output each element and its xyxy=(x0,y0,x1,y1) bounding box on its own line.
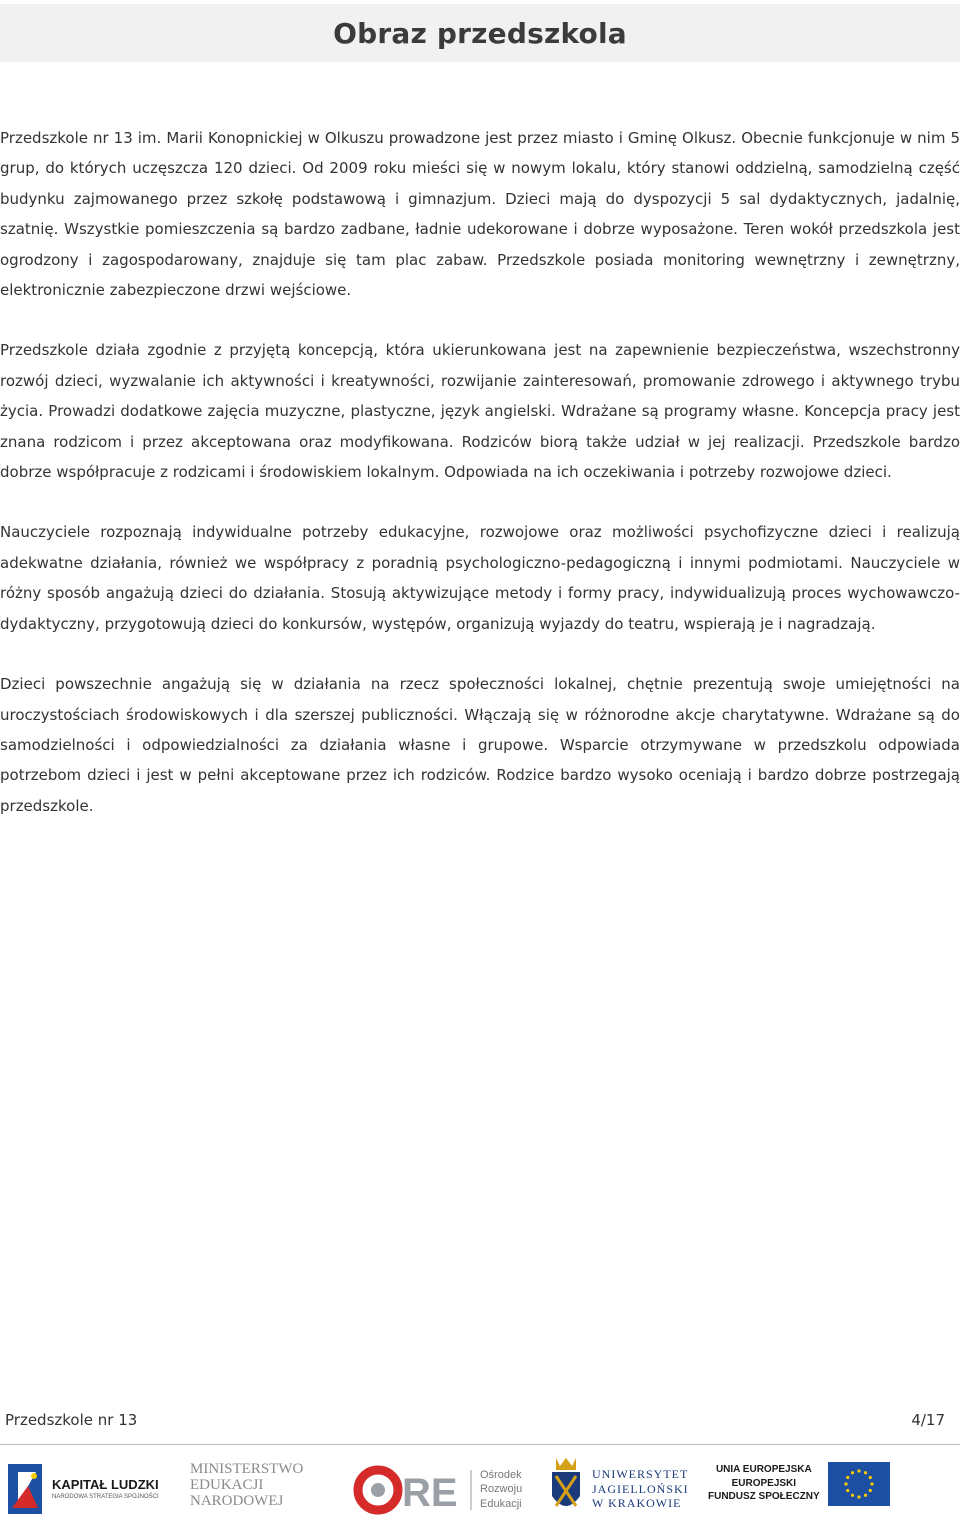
paragraph-3: Nauczyciele rozpoznają indywidualne potrzeby edukacyjne, rozwojowe oraz możliwości psychofizyczne dzieci i realizują adekwatne działania, również we współpracy z poradnią psychologiczno-pedagogiczną i innymi podmiotami. Nauczyciele w różny sposób angażują dzieci do działania. Stosują aktywizujące metody i formy pracy, indywidualizują proces wychowawczo-dydaktyczny, przygotowują dzieci do konkursów, występów, organizują wyjazdy do teatru, wspierają je i nagradzają. xyxy=(0,523,960,633)
eu-star-icon xyxy=(868,1476,871,1479)
paragraph-4: Dzieci powszechnie angażują się w działania na rzecz społeczności lokalnej, chętnie prezentują swoje umiejętności na uroczystościach środowiskowych i dla szerszej publiczności. Włączają się w różnorodne akcje charytatywne. Wdrażane są do samodzielności i odpowiedzialności za działania własne i grupowe. Wsparcie otrzymywane w przedszkolu odpowiada potrzebom dzieci i jest w pełni akceptowane przez ich rodziców. Rodzice bardzo wysoko oceniają i bardzo dobrze postrzegają przedszkole. xyxy=(0,675,960,815)
svg-text:RE: RE xyxy=(402,1471,458,1515)
ore-line-2: Rozwoju xyxy=(480,1483,523,1496)
eu-star-icon xyxy=(870,1482,873,1485)
men-line-1: MINISTERSTWO xyxy=(190,1461,304,1477)
uj-logo xyxy=(548,1456,689,1522)
eu-line-3: FUNDUSZ SPOŁECZNY xyxy=(708,1491,820,1503)
eu-star-icon xyxy=(851,1494,854,1497)
ore-line-3: Edukacji xyxy=(480,1497,522,1510)
eu-star-icon xyxy=(844,1482,847,1485)
eu-star-icon xyxy=(857,1495,860,1498)
eu-star-icon xyxy=(864,1494,867,1497)
logo-strip xyxy=(0,1452,960,1530)
ore-line-1: Ośrodek xyxy=(480,1468,522,1481)
kapital-ludzki-logo xyxy=(8,1464,159,1514)
kapital-ludzki-title: KAPITAŁ LUDZKI xyxy=(52,1477,159,1493)
men-logo xyxy=(190,1462,303,1509)
eu-star-icon xyxy=(846,1476,849,1479)
eu-star-icon xyxy=(864,1471,867,1474)
paragraph-2: Przedszkole działa zgodnie z przyjętą koncepcją, która ukierunkowana jest na zapewnienie bezpieczeństwa, wszechstronny rozwój dzieci, wyzwalanie ich aktywności i kreatywności, rozwijanie zainteresowań, promowanie zdrowego i aktywnego trybu życia. Prowadzi dodatkowe zajęcia muzyczne, plastyczne, język angielski. Wdrażane są programy własne. Koncepcja pracy jest znana rodzicom i przez akceptowana oraz modyfikowana. Rodziców biorą także udział w jej realizacji. Przedszkole bardzo dobrze współpracuje z rodzicami i środowiskiem lokalnym. Odpowiada na ich oczekiwania i potrzeby rozwojowe dzieci. xyxy=(0,341,960,482)
eu-star-icon xyxy=(846,1489,849,1492)
uj-line-3: W KRAKOWIE xyxy=(592,1496,682,1511)
eu-star-icon xyxy=(868,1489,871,1492)
eu-star-icon xyxy=(851,1471,854,1474)
eu-line-2: EUROPEJSKI xyxy=(731,1477,797,1489)
uj-line-2: JAGIELLOŃSKI xyxy=(592,1481,689,1496)
eu-line-1: UNIA EUROPEJSKA xyxy=(715,1464,812,1476)
eu-logo xyxy=(708,1462,890,1506)
ore-logo xyxy=(352,1462,522,1518)
men-line-3: NARODOWEJ xyxy=(190,1492,284,1509)
footer-school-name: Przedszkole nr 13 xyxy=(5,1411,138,1429)
page-title: Obraz przedszkola xyxy=(333,16,627,50)
kapital-ludzki-subtitle: NARODOWA STRATEGIA SPÓJNOŚCI xyxy=(52,1493,159,1500)
title-band xyxy=(0,4,960,62)
footer-page-number: 4/17 xyxy=(911,1411,945,1429)
eu-flag-icon xyxy=(828,1462,890,1506)
document-body xyxy=(0,123,960,851)
uj-line-1: UNIWERSYTET xyxy=(592,1467,689,1482)
ore-mark-icon xyxy=(352,1462,462,1518)
footer-divider xyxy=(0,1444,960,1445)
uj-crest-icon xyxy=(548,1456,584,1522)
men-line-2: EDUKACJI xyxy=(190,1476,264,1493)
kapital-ludzki-emblem-icon xyxy=(8,1464,42,1514)
paragraph-1: Przedszkole nr 13 im. Marii Konopnickiej w Olkuszu prowadzone jest przez miasto i Gminę Olkusz. Obecnie funkcjonuje w nim 5 grup, do których uczęszcza 120 dzieci. Od 2009 roku mieści się w nowym lokalu, który stanowi oddzielną, samodzielną część budynku zajmowanego przez szkołę podstawową i gimnazjum. Dzieci mają do dyspozycji 5 sal dydaktycznych, jadalnię, szatnię. Wszystkie pomieszczenia są bardzo zadbane, ładnie udekorowane i dobrze wyposażone. Teren wokół przedszkola jest ogrodzony i zagospodarowany, znajduje się tam plac zabaw. Przedszkole posiada monitoring wewnętrzny i zewnętrzny, elektronicznie zabezpieczone drzwi wejściowe. xyxy=(0,129,960,300)
eu-star-icon xyxy=(857,1469,860,1472)
